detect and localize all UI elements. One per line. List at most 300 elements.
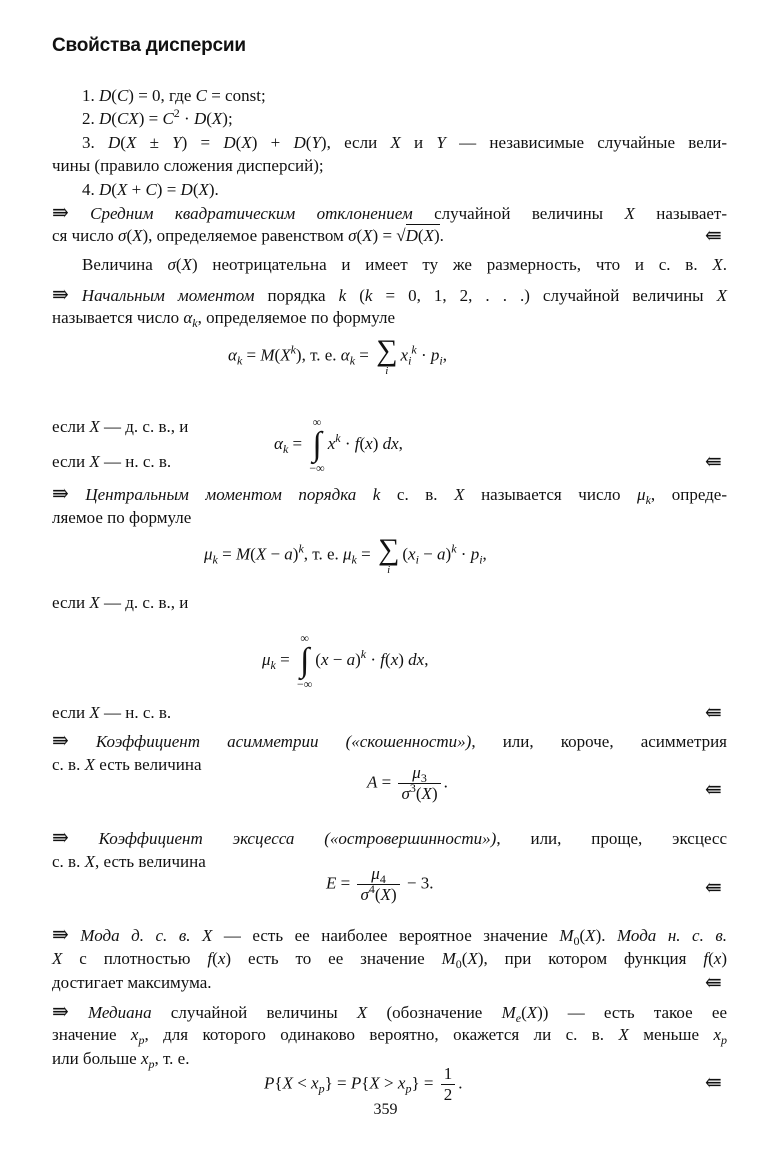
text-run: ляемое по формуле — [52, 508, 192, 527]
italic-run: μ — [371, 864, 380, 883]
text-run: — н. с. в. — [99, 452, 172, 471]
subscript: p — [138, 1033, 145, 1047]
subscript: p — [318, 1081, 325, 1096]
text-run: ) — [292, 544, 299, 564]
lower-limit: −∞ — [296, 677, 313, 691]
definition-median-cont — [52, 1024, 727, 1046]
sigma-glyph: ∑ — [377, 533, 400, 566]
text-run: случайной величины — [412, 204, 625, 223]
property-3-cont — [52, 155, 727, 177]
text-run: , т. е. — [303, 544, 343, 564]
italic-run: k — [364, 286, 373, 305]
text-run: если — [52, 417, 90, 436]
text-run: ) есть то ее значение — [225, 949, 442, 968]
text-run: , опреде- — [650, 485, 728, 504]
text-run: ) — [355, 649, 361, 669]
subscript: 3 — [420, 771, 427, 785]
text-run — [69, 732, 96, 751]
italic-run: x — [390, 649, 399, 669]
text-run: меньше — [628, 1025, 714, 1044]
text-run: ± — [136, 133, 173, 152]
text-run: с. в. — [380, 485, 455, 504]
subscript: k — [282, 441, 289, 456]
italic-run: X — [84, 755, 95, 774]
italic-run: f — [380, 649, 386, 669]
formula-central-moment-discrete — [204, 535, 487, 576]
numerator — [441, 1064, 456, 1085]
text-run: ( — [359, 433, 366, 453]
end-definition-mark: ⇚ — [705, 225, 722, 247]
italic-run: μ — [343, 544, 352, 564]
italic-run: P — [350, 1073, 362, 1093]
text-run: ) = 0, где — [128, 86, 196, 105]
italic-run: x — [140, 1049, 149, 1068]
text-run: 4. — [82, 180, 99, 199]
upper-limit: ∞ — [312, 415, 322, 429]
superscript: k — [335, 430, 341, 445]
italic-run: X — [369, 1073, 380, 1093]
subscript: k — [349, 353, 356, 368]
definition-initial-moment — [52, 284, 727, 307]
italic-run: X — [89, 593, 100, 612]
italic-run: X — [280, 345, 291, 365]
italic-run: M — [441, 949, 456, 968]
definition-skewness — [52, 730, 727, 753]
text-run: · — [366, 649, 381, 669]
formula-initial-moment-discrete — [228, 336, 447, 377]
text-run: , или, короче, асимметрия — [471, 732, 727, 751]
text-run — [69, 926, 81, 945]
text-run: ) — [721, 949, 728, 968]
italic-run: x — [365, 433, 373, 453]
text-run: − 3. — [402, 873, 434, 893]
text-run: ) — [390, 885, 397, 904]
condition-discrete — [52, 592, 727, 614]
italic-run: X — [467, 949, 478, 968]
text-run: , или, проще, эксцесс — [496, 829, 727, 848]
superscript: k — [360, 646, 367, 661]
text-run: ). — [208, 180, 219, 199]
denominator — [398, 781, 440, 804]
text-run: ( — [274, 345, 281, 365]
text-run: , для которого одинаково вероятно, окажется ли с. в. — [144, 1025, 619, 1044]
text-run: ) = — [138, 109, 163, 128]
text-run — [69, 829, 99, 848]
text-run — [69, 204, 90, 223]
italic-run: X — [125, 133, 137, 152]
italic-run: M — [559, 926, 574, 945]
subscript: 0 — [573, 934, 580, 948]
subscript: i — [439, 353, 443, 368]
italic-run: x — [130, 1025, 139, 1044]
text-run: ( — [126, 226, 133, 245]
paragraph-sigma — [82, 254, 727, 276]
italic-run: x — [400, 345, 409, 365]
text-run: } = — [411, 1073, 438, 1093]
text-run: − — [328, 649, 347, 669]
text-run: ( — [120, 133, 126, 152]
definition-mode-cont — [52, 948, 727, 970]
italic-run: X — [712, 255, 723, 274]
text-run: ) — [445, 544, 452, 564]
superscript: 2 — [173, 106, 180, 120]
text-run: ( — [192, 180, 199, 199]
italic-run: σ — [360, 885, 369, 904]
italic-run: σ — [167, 255, 176, 274]
text-run: = — [275, 649, 294, 669]
italic-run: Начальным моментом — [81, 286, 255, 305]
italic-run: f — [703, 949, 709, 968]
definition-initial-moment-cont — [52, 307, 727, 329]
italic-run: M — [235, 544, 251, 564]
text-run: ). — [595, 926, 617, 945]
definition-arrow-icon: ⇛ — [52, 1001, 69, 1023]
italic-run: f — [354, 433, 360, 453]
text-run: ) = — [181, 133, 224, 152]
section-title: Свойства дисперсии — [52, 35, 246, 56]
text-run: { — [361, 1073, 370, 1093]
radical-sign: √ — [396, 226, 406, 245]
integral-glyph: ∫ — [312, 426, 322, 463]
text-run: ( — [305, 133, 312, 152]
text-run: ), при котором функция — [477, 949, 704, 968]
italic-run: D — [108, 133, 121, 152]
text-run: = — [242, 345, 261, 365]
italic-run: X — [390, 133, 401, 152]
definition-arrow-icon: ⇛ — [52, 202, 69, 224]
condition-continuous — [52, 702, 727, 724]
text-run: ) — [433, 226, 440, 245]
italic-run: x — [713, 1025, 721, 1044]
text-run: 1 — [443, 1064, 453, 1083]
italic-run: C — [145, 180, 157, 199]
italic-run: X — [89, 452, 100, 471]
text-run — [69, 286, 82, 305]
superscript: k — [298, 541, 304, 556]
text-run: порядка — [254, 286, 339, 305]
text-run: ( — [579, 926, 586, 945]
text-run: (обозначение — [367, 1003, 502, 1022]
text-run: , т. е. — [154, 1049, 190, 1068]
italic-run: X — [282, 1073, 293, 1093]
text-run: , определяемое по формуле — [197, 308, 395, 327]
text-run: ( — [415, 784, 422, 803]
upper-limit: ∞ — [300, 631, 309, 645]
text-run: ( — [356, 226, 363, 245]
italic-run: α — [274, 433, 283, 453]
text-run: ) = — [156, 180, 181, 199]
italic-run: X — [89, 703, 100, 722]
subscript: k — [645, 493, 651, 507]
text-run: < — [292, 1073, 312, 1093]
italic-run: dx — [408, 649, 425, 669]
text-run: = — [336, 873, 355, 893]
definition-arrow-icon: ⇛ — [52, 483, 69, 505]
definition-arrow-icon: ⇛ — [52, 827, 69, 849]
definition-median — [52, 1001, 727, 1024]
italic-run: Средним квадратическим отклонением — [90, 204, 413, 223]
integral-sign — [297, 632, 312, 690]
end-definition-mark: ⇚ — [705, 877, 722, 899]
italic-run: Коэффициент асимметрии («скошенности») — [95, 732, 472, 751]
text-run: ) — [372, 433, 383, 453]
italic-run: D — [223, 133, 236, 152]
condition-continuous — [52, 451, 727, 473]
superscript: 3 — [409, 781, 416, 795]
formula-kurtosis — [326, 864, 433, 905]
italic-run: C — [195, 86, 207, 105]
italic-run: X — [89, 417, 100, 436]
text-run: ( — [708, 949, 714, 968]
text-run: · — [416, 345, 431, 365]
text-run: с. в. — [52, 852, 85, 871]
text-run: случайной величины — [151, 1003, 357, 1022]
text-run: = — [377, 772, 396, 792]
superscript: 4 — [368, 882, 375, 896]
text-run: ( — [521, 1003, 527, 1022]
text-run: называется число — [52, 308, 184, 327]
text-run: ) — [431, 784, 438, 803]
text-run: − — [418, 544, 438, 564]
superscript: k — [451, 541, 457, 556]
text-run: достигает максимума. — [52, 973, 212, 992]
italic-run: X — [52, 949, 63, 968]
text-run: , — [424, 649, 429, 669]
formula-central-moment-continuous — [262, 632, 428, 690]
italic-run: X — [211, 109, 223, 128]
subscript: e — [515, 1011, 522, 1025]
italic-run: x — [397, 1073, 406, 1093]
subscript: i — [415, 552, 419, 567]
fraction — [398, 763, 440, 804]
text-run: } = — [324, 1073, 351, 1093]
italic-run: X — [454, 485, 465, 504]
text-run: — д. с. в., и — [99, 593, 189, 612]
text-run: . — [439, 226, 444, 245]
subscript: 0 — [455, 957, 462, 971]
italic-run: x — [408, 544, 416, 564]
text-run: . — [443, 772, 448, 792]
property-4 — [82, 179, 727, 201]
text-run: — д. с. в., и — [99, 417, 189, 436]
text-run: − — [266, 544, 285, 564]
text-run: или больше — [52, 1049, 141, 1068]
text-run: и — [400, 133, 437, 152]
text-run: ( — [402, 544, 409, 564]
italic-run: μ — [262, 649, 271, 669]
italic-run: M — [260, 345, 275, 365]
text-run: — независимые случайные вели- — [445, 133, 727, 152]
definition-std-dev — [52, 202, 727, 225]
text-run: · — [340, 433, 355, 453]
italic-run: f — [207, 949, 213, 968]
italic-run: Y — [172, 133, 182, 152]
text-run: ) + — [251, 133, 294, 152]
formula-median — [264, 1064, 462, 1105]
italic-run: X — [84, 852, 95, 871]
fraction — [357, 864, 399, 905]
italic-run: X — [526, 1003, 538, 1022]
text-run — [69, 485, 86, 504]
italic-run: x — [327, 433, 336, 453]
end-definition-mark: ⇚ — [705, 702, 722, 724]
fraction — [441, 1064, 456, 1105]
definition-central-moment — [52, 483, 727, 506]
italic-run: α — [228, 345, 237, 365]
subscript: 4 — [379, 872, 386, 886]
lower-limit: −∞ — [309, 461, 325, 475]
square-root — [396, 224, 439, 245]
sum-index: i — [385, 365, 389, 377]
italic-run: X — [585, 926, 596, 945]
italic-run: Мода н. с. в. — [617, 926, 727, 945]
text-run: если — [52, 703, 90, 722]
text-run: с. в. — [52, 755, 85, 774]
text-run: ( — [212, 949, 218, 968]
text-run: с плотностью — [62, 949, 208, 968]
subscript: k — [270, 657, 276, 672]
text-run: = — [217, 544, 236, 564]
italic-run: D — [293, 133, 306, 152]
subscript: i — [479, 552, 483, 567]
radicand — [406, 224, 440, 245]
subscript: i — [408, 353, 412, 368]
text-run: ся число — [52, 226, 119, 245]
text-run: · — [179, 109, 194, 128]
text-run: — н. с. в. — [99, 703, 172, 722]
denominator — [357, 882, 399, 905]
text-run: ( — [111, 180, 117, 199]
text-run: > — [379, 1073, 398, 1093]
text-run: ), если — [320, 133, 391, 152]
italic-run: a — [284, 544, 293, 564]
sigma-glyph: ∑ — [376, 334, 398, 367]
italic-run: μ — [204, 544, 213, 564]
superscript: k — [290, 342, 296, 357]
text-run: ( — [250, 544, 256, 564]
definition-arrow-icon: ⇛ — [52, 730, 69, 752]
sum-index: i — [387, 564, 391, 576]
italic-run: E — [326, 873, 337, 893]
text-run: Величина — [82, 255, 168, 274]
italic-run: X — [618, 1025, 629, 1044]
property-3 — [82, 132, 727, 154]
italic-run: CX — [116, 109, 139, 128]
text-run: 2 — [443, 1085, 453, 1104]
italic-run: Мода д. с. в. X — [80, 926, 213, 945]
italic-run: x — [311, 1073, 319, 1093]
formula-skewness — [367, 763, 448, 804]
text-run: значение — [52, 1025, 131, 1044]
italic-run: X — [255, 544, 267, 564]
italic-run: X — [716, 286, 728, 305]
text-run: = const; — [206, 86, 266, 105]
text-run: ) неотрицательна и имеет ту же размерность, что и с. в. — [191, 255, 713, 274]
text-run: ( — [315, 649, 321, 669]
text-run: есть величина — [94, 755, 202, 774]
italic-run: a — [346, 649, 356, 669]
property-2 — [82, 108, 727, 130]
text-run: ), т. е. — [295, 345, 341, 365]
definition-arrow-icon: ⇛ — [52, 924, 69, 946]
page-number: 359 — [373, 1101, 398, 1118]
italic-run: σ — [348, 226, 357, 245]
italic-run: X — [132, 226, 143, 245]
numerator — [357, 864, 399, 885]
numerator — [398, 763, 440, 784]
italic-run: A — [367, 772, 378, 792]
text-run: . — [458, 1073, 463, 1093]
italic-run: Центральным моментом порядка k — [85, 485, 381, 504]
text-run: ( — [417, 226, 424, 245]
text-run: ) — [398, 649, 409, 669]
italic-run: X — [241, 133, 252, 152]
italic-run: D — [405, 226, 418, 245]
italic-run: X — [198, 180, 209, 199]
text-run: если — [52, 452, 90, 471]
italic-run: k — [338, 286, 347, 305]
italic-run: X — [181, 255, 192, 274]
italic-run: μ — [637, 485, 646, 504]
text-run: + — [127, 180, 146, 199]
text-run: 2. — [82, 109, 99, 128]
italic-run: dx — [382, 433, 399, 453]
text-run: { — [274, 1073, 283, 1093]
definition-mode — [52, 924, 727, 947]
text-run: ( — [235, 133, 242, 152]
end-definition-mark: ⇚ — [705, 451, 722, 473]
italic-run: x — [320, 649, 329, 669]
italic-run: σ — [401, 784, 410, 803]
italic-run: X — [362, 226, 373, 245]
italic-run: x — [217, 949, 226, 968]
italic-run: Коэффициент эксцесса («островершинности») — [98, 829, 497, 848]
italic-run: D — [99, 180, 112, 199]
text-run: ( — [175, 255, 182, 274]
italic-run: α — [340, 345, 350, 365]
definition-mode-end — [52, 972, 727, 994]
text-run: ( — [111, 86, 117, 105]
text-run: ); — [222, 109, 233, 128]
text-run: если — [52, 593, 90, 612]
integral-glyph: ∫ — [299, 642, 310, 679]
superscript: k — [411, 342, 417, 357]
italic-run: C — [116, 86, 129, 105]
italic-run: M — [501, 1003, 516, 1022]
italic-run: p — [470, 544, 480, 564]
text-run: = — [355, 345, 374, 365]
italic-run: a — [437, 544, 446, 564]
subscript: k — [212, 552, 218, 567]
text-run: , есть величина — [94, 852, 206, 871]
text-run: называется число — [464, 485, 638, 504]
italic-run: X — [116, 180, 128, 199]
italic-run: μ — [412, 763, 421, 782]
italic-run: X — [421, 784, 432, 803]
definition-arrow-icon: ⇛ — [52, 284, 69, 306]
italic-run: X — [356, 1003, 368, 1022]
italic-run: Медиана — [88, 1003, 152, 1022]
text-run: ) = — [372, 226, 397, 245]
italic-run: D — [193, 109, 207, 128]
summation-sign — [376, 336, 397, 377]
italic-run: X — [624, 204, 635, 223]
text-run: ( — [346, 286, 365, 305]
subscript: k — [351, 552, 357, 567]
text-run: чины (правило сложения дисперсий); — [52, 156, 324, 175]
text-run: = 0, 1, 2, . . .) случайной величины — [372, 286, 717, 305]
text-run: , — [442, 345, 448, 365]
